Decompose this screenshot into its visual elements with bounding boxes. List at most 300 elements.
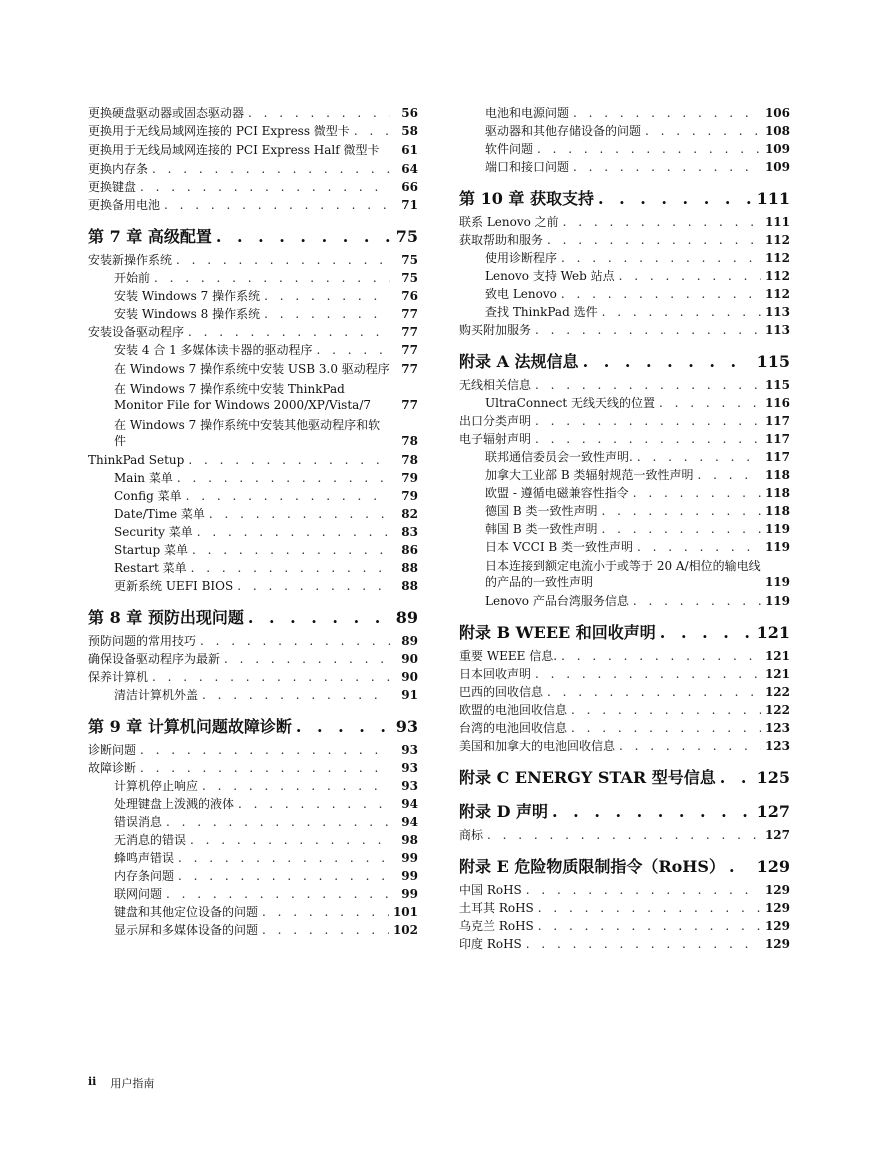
toc-page-number: 79	[401, 471, 418, 485]
toc-page-number: 88	[401, 561, 418, 575]
toc-entry-title: 印度 RoHS	[459, 937, 522, 951]
toc-leader-dots	[224, 650, 390, 668]
toc-page-number: 117	[764, 450, 790, 464]
toc-page-number: 113	[764, 305, 790, 319]
toc-entry-title: 联网问题	[114, 887, 163, 901]
toc-leader-dots	[601, 520, 760, 538]
toc-entry[interactable]	[88, 451, 418, 469]
toc-page-number: 58	[401, 124, 418, 138]
toc-page-number: 94	[401, 815, 418, 829]
toc-entry-title: 附录 C ENERGY STAR 型号信息	[459, 768, 716, 787]
toc-subentry[interactable]	[88, 487, 418, 505]
toc-leader-dots	[262, 903, 389, 921]
toc-leader-dots	[487, 826, 761, 844]
toc-entry-title: 键盘和其他定位设备的问题	[114, 905, 259, 919]
toc-page-number: 123	[764, 739, 790, 753]
toc-page-number: 88	[401, 579, 418, 593]
toc-leader-dots	[637, 538, 761, 556]
toc-subentry[interactable]	[459, 520, 790, 538]
toc-page-number: 112	[764, 287, 790, 301]
toc-entry-title: 更换内存条	[88, 162, 149, 176]
toc-entry[interactable]	[459, 647, 790, 665]
toc-subentry[interactable]	[459, 448, 790, 466]
toc-entry[interactable]	[459, 665, 790, 683]
toc-page-number: 91	[401, 688, 418, 702]
toc-page-number: 90	[401, 652, 418, 666]
toc-leader-dots	[154, 269, 390, 287]
toc-leader-dots	[176, 251, 390, 269]
toc-page-number: 77	[401, 307, 418, 321]
toc-entry-title: 日本 VCCI B 类一致性声明	[485, 540, 634, 554]
toc-entry[interactable]	[459, 376, 790, 394]
toc-entry-title: Startup 菜单	[114, 543, 188, 557]
toc-entry-title: 驱动器和其他存储设备的问题	[485, 124, 642, 138]
toc-leader-dots	[264, 287, 390, 305]
toc-leader-dots	[660, 622, 751, 644]
toc-page-number: 117	[764, 432, 790, 446]
toc-page-number: 83	[401, 525, 418, 539]
toc-leader-dots	[573, 158, 761, 176]
toc-entry-title: 开始前	[114, 271, 151, 285]
toc-page-number: 61	[401, 143, 418, 157]
toc-leader-dots	[188, 323, 390, 341]
toc-page-number: 121	[756, 623, 790, 642]
toc-entry[interactable]	[88, 160, 418, 178]
toc-leader-dots	[248, 104, 390, 122]
toc-page-number: 129	[764, 883, 790, 897]
toc-entry[interactable]	[459, 701, 790, 719]
toc-leader-dots	[192, 541, 390, 559]
toc-entry[interactable]	[459, 899, 790, 917]
toc-page-number: 77	[401, 325, 418, 339]
toc-entry-title: 更换硬盘驱动器或固态驱动器	[88, 106, 245, 120]
toc-page-number: 78	[401, 434, 418, 448]
toc-page-number: 89	[395, 608, 418, 627]
toc-subentry[interactable]	[459, 466, 790, 484]
toc-entry-title: Restart 菜单	[114, 561, 187, 575]
toc-entry-title: 蜂鸣声错误	[114, 851, 175, 865]
toc-page-number: 118	[764, 486, 790, 500]
toc-entry-title: 软件问题	[485, 142, 534, 156]
toc-entry-title: 更新系统 UEFI BIOS	[114, 579, 234, 593]
toc-subentry[interactable]	[88, 523, 418, 541]
toc-subentry[interactable]	[459, 122, 790, 140]
toc-leader-dots	[720, 767, 751, 789]
toc-subentry[interactable]	[459, 502, 790, 520]
toc-entry-title: Config 菜单	[114, 489, 182, 503]
toc-leader-dots	[178, 849, 390, 867]
toc-page-number: 119	[764, 575, 790, 589]
toc-page-number: 122	[764, 703, 790, 717]
toc-leader-dots	[645, 122, 761, 140]
toc-subentry[interactable]	[88, 341, 418, 359]
toc-leader-dots	[526, 935, 761, 953]
toc-entry-title: 欧盟 - 遵循电磁兼容性指令	[485, 486, 629, 500]
toc-entry[interactable]	[88, 759, 418, 777]
toc-entry-title: 德国 B 类一致性声明	[485, 504, 598, 518]
toc-subentry[interactable]	[88, 921, 418, 939]
toc-entry[interactable]	[88, 122, 418, 140]
toc-leader-dots	[354, 122, 390, 140]
toc-entry[interactable]	[459, 917, 790, 935]
toc-entry-title: UltraConnect 无线天线的位置	[485, 396, 655, 410]
toc-entry-title: 韩国 B 类一致性声明	[485, 522, 598, 536]
toc-leader-dots	[526, 881, 761, 899]
toc-entry-title: Main 菜单	[114, 471, 173, 485]
toc-leader-dots	[602, 303, 761, 321]
toc-leader-dots	[164, 196, 390, 214]
footer-page-number: ii	[88, 1075, 97, 1088]
toc-subentry[interactable]	[459, 556, 790, 592]
toc-entry-title: 处理键盘上泼溅的液体	[114, 797, 235, 811]
toc-page-number: 117	[764, 414, 790, 428]
toc-entry[interactable]	[88, 668, 418, 686]
toc-leader-dots	[152, 160, 390, 178]
toc-subentry[interactable]	[459, 158, 790, 176]
toc-leader-dots	[535, 412, 761, 430]
toc-leader-dots	[209, 505, 390, 523]
toc-page-number: 93	[395, 717, 418, 736]
toc-subentry[interactable]	[88, 415, 418, 451]
toc-entry[interactable]	[459, 321, 790, 339]
toc-entry-title: 重要 WEEE 信息.	[459, 649, 558, 663]
toc-entry-title: 在 Windows 7 操作系统中安装其他驱动程序和软件	[114, 418, 381, 448]
toc-entry-title: 清洁计算机外盖	[114, 688, 199, 702]
toc-leader-dots	[697, 466, 760, 484]
toc-leader-dots	[573, 104, 761, 122]
toc-subentry[interactable]	[88, 359, 418, 379]
toc-subentry[interactable]	[88, 813, 418, 831]
toc-leader-dots	[561, 285, 761, 303]
toc-entry-title: 显示屏和多媒体设备的问题	[114, 923, 259, 937]
toc-page-number: 102	[392, 923, 418, 937]
toc-entry-title: 乌克兰 RoHS	[459, 919, 534, 933]
toc-entry-title: 联系 Lenovo 之前	[459, 215, 559, 229]
toc-leader-dots	[140, 741, 390, 759]
toc-entry-title: Security 菜单	[114, 525, 193, 539]
toc-entry-title: 美国和加拿大的电池回收信息	[459, 739, 616, 753]
toc-entry[interactable]	[88, 140, 418, 160]
toc-entry[interactable]	[88, 104, 418, 122]
toc-chapter-heading[interactable]	[459, 801, 790, 823]
toc-page-number: 129	[764, 901, 790, 915]
toc-subentry[interactable]	[88, 867, 418, 885]
toc-subentry[interactable]	[88, 577, 418, 595]
toc-entry-title: 致电 Lenovo	[485, 287, 557, 301]
toc-leader-dots	[296, 716, 390, 738]
toc-leader-dots	[177, 469, 390, 487]
toc-entry-title: 保养计算机	[88, 670, 149, 684]
toc-leader-dots	[186, 487, 390, 505]
toc-entry[interactable]	[88, 251, 418, 269]
toc-entry[interactable]	[459, 881, 790, 899]
toc-entry-title: 诊断问题	[88, 743, 137, 757]
toc-entry[interactable]	[459, 213, 790, 231]
toc-entry-title: 确保设备驱动程序为最新	[88, 652, 221, 666]
toc-subentry[interactable]	[88, 287, 418, 305]
toc-page-number: 106	[764, 106, 790, 120]
toc-leader-dots	[571, 701, 761, 719]
toc-leader-dots	[601, 502, 760, 520]
toc-page-number: 93	[401, 761, 418, 775]
toc-page-number: 77	[401, 362, 418, 376]
toc-page-number: 116	[764, 396, 790, 410]
toc-subentry[interactable]	[459, 267, 790, 285]
toc-leader-dots	[262, 921, 389, 939]
toc-page-number: 71	[401, 198, 418, 212]
toc-entry-title: 第 9 章 计算机问题故障诊断	[88, 717, 292, 736]
toc-page-number: 112	[764, 233, 790, 247]
toc-entry-title: 商标	[459, 828, 484, 842]
toc-page-number: 118	[764, 504, 790, 518]
toc-entry[interactable]	[88, 650, 418, 668]
toc-page-number: 122	[764, 685, 790, 699]
toc-entry-title: 欧盟的电池回收信息	[459, 703, 568, 717]
toc-subentry[interactable]	[88, 831, 418, 849]
toc-entry-title: 更换键盘	[88, 180, 137, 194]
toc-leader-dots	[633, 484, 761, 502]
toc-page-number: 108	[764, 124, 790, 138]
toc-right-column	[459, 104, 790, 953]
toc-page-number: 82	[401, 507, 418, 521]
toc-page-number: 129	[764, 919, 790, 933]
footer-guide-title: 用户指南	[110, 1077, 155, 1090]
toc-page-number: 56	[401, 106, 418, 120]
toc-page-number: 129	[756, 857, 790, 876]
toc-subentry[interactable]	[88, 849, 418, 867]
toc-subentry[interactable]	[88, 559, 418, 577]
toc-chapter-heading[interactable]	[459, 351, 790, 373]
toc-entry-title: 使用诊断程序	[485, 251, 558, 265]
toc-entry-title: 更换备用电池	[88, 198, 161, 212]
toc-subentry[interactable]	[88, 269, 418, 287]
toc-page-number: 121	[764, 649, 790, 663]
toc-page-number: 78	[401, 453, 418, 467]
toc-subentry[interactable]	[459, 285, 790, 303]
toc-page-number: 119	[764, 540, 790, 554]
toc-leader-dots	[140, 759, 390, 777]
toc-leader-dots	[598, 188, 751, 210]
toc-page-number: 111	[756, 189, 790, 208]
toc-subentry[interactable]	[88, 795, 418, 813]
toc-entry[interactable]	[459, 737, 790, 755]
toc-subentry[interactable]	[459, 303, 790, 321]
toc-subentry[interactable]	[88, 885, 418, 903]
toc-subentry[interactable]	[459, 104, 790, 122]
toc-entry[interactable]	[459, 430, 790, 448]
toc-entry-title: 更换用于无线局域网连接的 PCI Express Half 微型卡	[88, 143, 380, 157]
toc-entry-title: 在 Windows 7 操作系统中安装 ThinkPad Monitor File for Windows 2000/XP/Vista/7	[114, 382, 371, 412]
toc-entry-title: 安装设备驱动程序	[88, 325, 185, 339]
toc-leader-dots	[535, 376, 761, 394]
toc-leader-dots	[191, 559, 390, 577]
toc-entry-title: ThinkPad Setup	[88, 453, 185, 467]
toc-entry-title: 出口分类声明	[459, 414, 532, 428]
toc-subentry[interactable]	[88, 469, 418, 487]
toc-entry-title: 在 Windows 7 操作系统中安装 USB 3.0 驱动程序	[114, 362, 390, 376]
toc-page-number: 125	[756, 768, 790, 787]
toc-page-number: 109	[764, 160, 790, 174]
toc-leader-dots	[202, 686, 390, 704]
toc-page-number: 121	[764, 667, 790, 681]
toc-leader-dots	[619, 737, 761, 755]
toc-entry-title: 安装 4 合 1 多媒体读卡器的驱动程序	[114, 343, 313, 357]
toc-entry-title: 中国 RoHS	[459, 883, 522, 897]
toc-leader-dots	[248, 607, 390, 629]
toc-page-number: 119	[764, 522, 790, 536]
toc-page-number: 99	[401, 887, 418, 901]
toc-leader-dots	[571, 719, 761, 737]
toc-entry-title: 第 10 章 获取支持	[459, 189, 594, 208]
toc-subentry[interactable]	[459, 592, 790, 610]
toc-leader-dots	[202, 777, 390, 795]
toc-chapter-heading[interactable]	[459, 188, 790, 210]
toc-subentry[interactable]	[459, 394, 790, 412]
toc-entry-title: 故障诊断	[88, 761, 137, 775]
toc-subentry[interactable]	[88, 541, 418, 559]
toc-leader-dots	[238, 795, 390, 813]
toc-leader-dots	[619, 267, 761, 285]
toc-subentry[interactable]	[88, 305, 418, 323]
toc-entry-title: 附录 B WEEE 和回收声明	[459, 623, 656, 642]
toc-page-number: 101	[392, 905, 418, 919]
toc-entry-title: 获取帮助和服务	[459, 233, 544, 247]
toc-page-number: 115	[764, 378, 790, 392]
toc-entry[interactable]	[459, 826, 790, 844]
toc-entry[interactable]	[459, 412, 790, 430]
toc-entry[interactable]	[88, 323, 418, 341]
toc-entry-title: 加拿大工业部 B 类辐射规范一致性声明	[485, 468, 694, 482]
toc-leader-dots	[552, 801, 751, 823]
toc-page-number: 129	[764, 937, 790, 951]
toc-entry-title: 日本连接到额定电流小于或等于 20 A/相位的输电线的产品的一致性声明	[485, 559, 761, 589]
toc-page-number: 66	[401, 180, 418, 194]
toc-entry[interactable]	[88, 178, 418, 196]
toc-page-number: 77	[401, 343, 418, 357]
toc-subentry[interactable]	[88, 777, 418, 795]
toc-subentry[interactable]	[88, 505, 418, 523]
toc-leader-dots	[637, 448, 761, 466]
toc-subentry[interactable]	[88, 903, 418, 921]
toc-entry[interactable]	[459, 719, 790, 737]
toc-leader-dots	[188, 451, 390, 469]
toc-entry-title: 安装 Windows 8 操作系统	[114, 307, 261, 321]
toc-entry-title: 更换用于无线局域网连接的 PCI Express 微型卡	[88, 124, 350, 138]
toc-leader-dots	[563, 213, 761, 231]
toc-chapter-heading[interactable]	[459, 622, 790, 644]
toc-leader-dots	[200, 632, 390, 650]
toc-page-number: 77	[401, 398, 418, 412]
toc-leader-dots	[197, 523, 390, 541]
toc-leader-dots	[152, 668, 390, 686]
toc-subentry[interactable]	[459, 140, 790, 158]
toc-entry-title: 附录 D 声明	[459, 802, 549, 821]
toc-page-number: 99	[401, 869, 418, 883]
toc-page-number: 76	[401, 289, 418, 303]
toc-subentry[interactable]	[88, 686, 418, 704]
toc-page-number: 86	[401, 543, 418, 557]
toc-page-number: 113	[764, 323, 790, 337]
toc-entry-title: 无线相关信息	[459, 378, 532, 392]
toc-entry[interactable]	[459, 231, 790, 249]
toc-entry-title: 内存条问题	[114, 869, 175, 883]
toc-left-column	[88, 104, 418, 939]
toc-entry[interactable]	[459, 935, 790, 953]
page-footer	[88, 1075, 154, 1091]
toc-entry-title: 查找 ThinkPad 选件	[485, 305, 598, 319]
toc-page-number: 93	[401, 743, 418, 757]
toc-entry[interactable]	[88, 196, 418, 214]
toc-entry-title: 台湾的电池回收信息	[459, 721, 568, 735]
toc-chapter-heading[interactable]	[459, 767, 790, 789]
toc-leader-dots	[216, 226, 390, 248]
toc-subentry[interactable]	[459, 484, 790, 502]
toc-entry-title: 第 8 章 预防出现问题	[88, 608, 244, 627]
toc-leader-dots	[317, 341, 390, 359]
toc-subentry[interactable]	[459, 538, 790, 556]
toc-leader-dots	[547, 231, 761, 249]
toc-leader-dots	[561, 647, 761, 665]
toc-leader-dots	[140, 178, 390, 196]
toc-chapter-heading[interactable]	[88, 716, 418, 738]
toc-entry-title: 错误消息	[114, 815, 163, 829]
toc-page-number: 64	[401, 162, 418, 176]
toc-page-number: 98	[401, 833, 418, 847]
toc-entry-title: Lenovo 支持 Web 站点	[485, 269, 615, 283]
toc-leader-dots	[178, 867, 390, 885]
toc-leader-dots	[535, 430, 761, 448]
toc-subentry[interactable]	[459, 249, 790, 267]
toc-leader-dots	[538, 899, 761, 917]
toc-entry-title: 端口和接口问题	[485, 160, 570, 174]
toc-entry-title: 计算机停止响应	[114, 779, 199, 793]
toc-entry-title: 附录 E 危险物质限制指令（RoHS）	[459, 857, 725, 876]
toc-page-number: 75	[395, 227, 418, 246]
toc-entry-title: Lenovo 产品台湾服务信息	[485, 594, 629, 608]
toc-leader-dots	[583, 351, 751, 373]
toc-entry[interactable]	[88, 741, 418, 759]
toc-chapter-heading[interactable]	[88, 607, 418, 629]
toc-page-number: 115	[756, 352, 790, 371]
toc-entry[interactable]	[459, 683, 790, 701]
toc-leader-dots	[190, 831, 390, 849]
toc-subentry[interactable]	[88, 379, 418, 415]
toc-entry[interactable]	[88, 632, 418, 650]
toc-chapter-heading[interactable]	[459, 856, 790, 878]
toc-leader-dots	[535, 321, 761, 339]
toc-page-number: 112	[764, 251, 790, 265]
toc-leader-dots	[264, 305, 390, 323]
toc-page-number: 75	[401, 271, 418, 285]
toc-chapter-heading[interactable]	[88, 226, 418, 248]
toc-page-number: 118	[764, 468, 790, 482]
toc-entry-title: 土耳其 RoHS	[459, 901, 534, 915]
toc-entry-title: 第 7 章 高级配置	[88, 227, 212, 246]
toc-leader-dots	[237, 577, 390, 595]
toc-page-number: 99	[401, 851, 418, 865]
toc-entry-title: 日本回收声明	[459, 667, 532, 681]
toc-leader-dots	[166, 813, 390, 831]
toc-entry-title: Date/Time 菜单	[114, 507, 205, 521]
toc-leader-dots	[659, 394, 761, 412]
toc-page-number: 109	[764, 142, 790, 156]
toc-page-number: 89	[401, 634, 418, 648]
toc-page-number: 127	[756, 802, 790, 821]
toc-leader-dots	[166, 885, 390, 903]
toc-entry-title: 巴西的回收信息	[459, 685, 544, 699]
toc-leader-dots	[535, 665, 761, 683]
toc-entry-title: 无消息的错误	[114, 833, 187, 847]
